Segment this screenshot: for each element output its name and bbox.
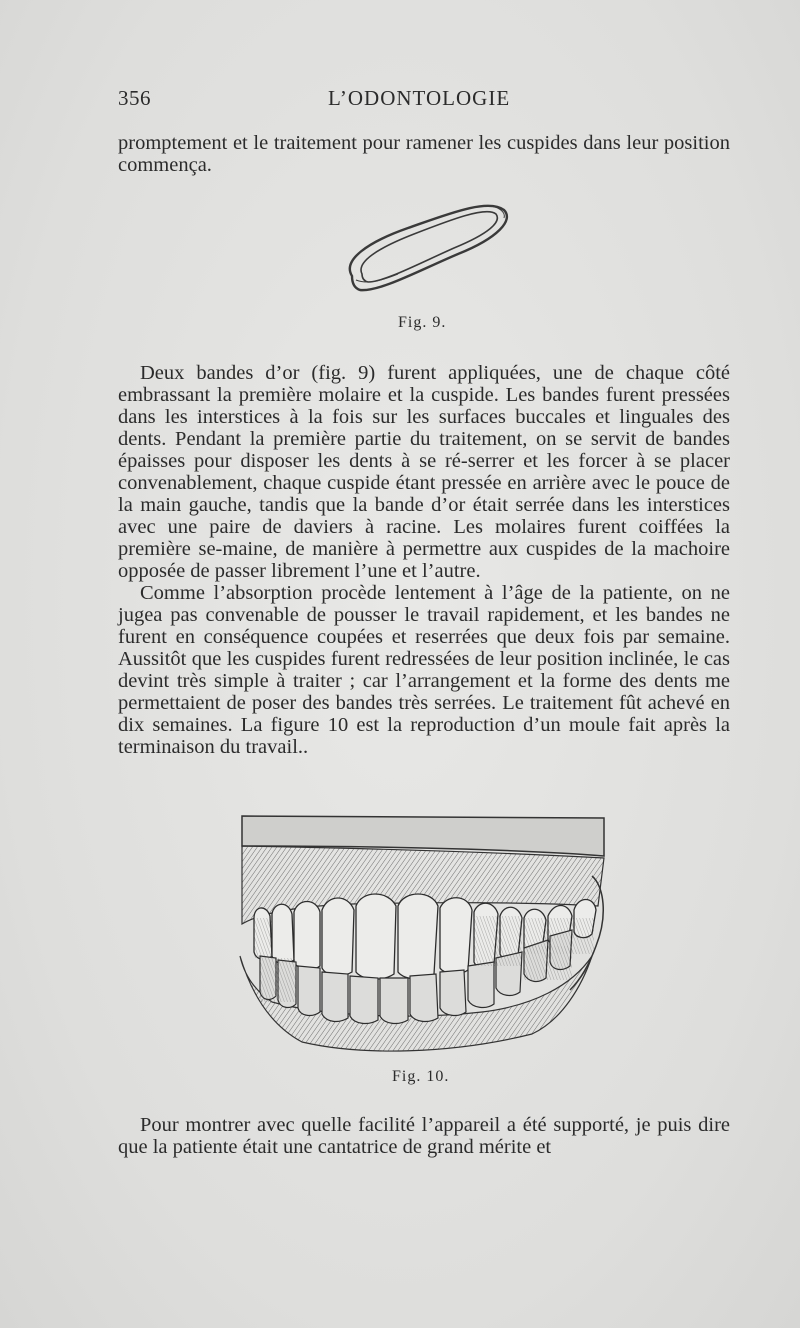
paragraph-closing — [118, 1114, 730, 1158]
paragraph-text: Pour montrer avec quelle facilité l’appareil a été supporté, je puis dire que la patiente était une cantatrice de grand mérite et — [118, 1114, 730, 1158]
paragraph-text: promptement et le traitement pour ramener les cuspides dans leur position commença. — [118, 132, 730, 176]
page-number: 356 — [118, 86, 151, 110]
figure-10-caption: Fig. 10. — [392, 1068, 450, 1085]
paragraph-text: Deux bandes d’or (fig. 9) furent appliquées, une de chaque côté embrassant la première molaire et la cuspide. Les bandes furent pressées dans les interstices à la fois sur les surfaces buccales et linguales des dents. Pendant la première partie du traitement, on se servit de bandes épaisses pour disposer les dents à se ré-serrer et les forcer à se placer convenablement, chaque cuspide étant pressée en arrière avec le pouce de la main gauche, tandis que la bande d’or était serrée dans les interstices avec une paire de daviers à racine. Les molaires furent coiffées la première se-maine, de manière à permettre aux cuspides de la machoire opposée de passer librement l’une et l’autre. — [118, 362, 730, 582]
dental-cast-illustration — [232, 806, 608, 1062]
running-title: L’ODONTOLOGIE — [328, 86, 511, 110]
gold-band-illustration — [338, 192, 518, 307]
figure-9-caption: Fig. 9. — [398, 314, 447, 331]
paragraph-text: Comme l’absorption procède lentement à l’âge de la patiente, on ne jugea pas convenable de pousser le travail rapidement, et les bandes ne furent en conséquence coupées et reserrées que deux fois par semaine. Aussitôt que les cuspides furent redressées de leur position inclinée, le cas devint très simple à traiter ; car l’arrangement et la forme des dents me permettaient de poser des bandes très serrées. Le traitement fût achevé en dix semaines. La figure 10 est la reproduction d’un moule fait après la terminaison du travail.. — [118, 582, 730, 758]
page-header — [118, 86, 730, 116]
paragraph-intro — [118, 132, 730, 176]
paragraph-body — [118, 362, 730, 758]
